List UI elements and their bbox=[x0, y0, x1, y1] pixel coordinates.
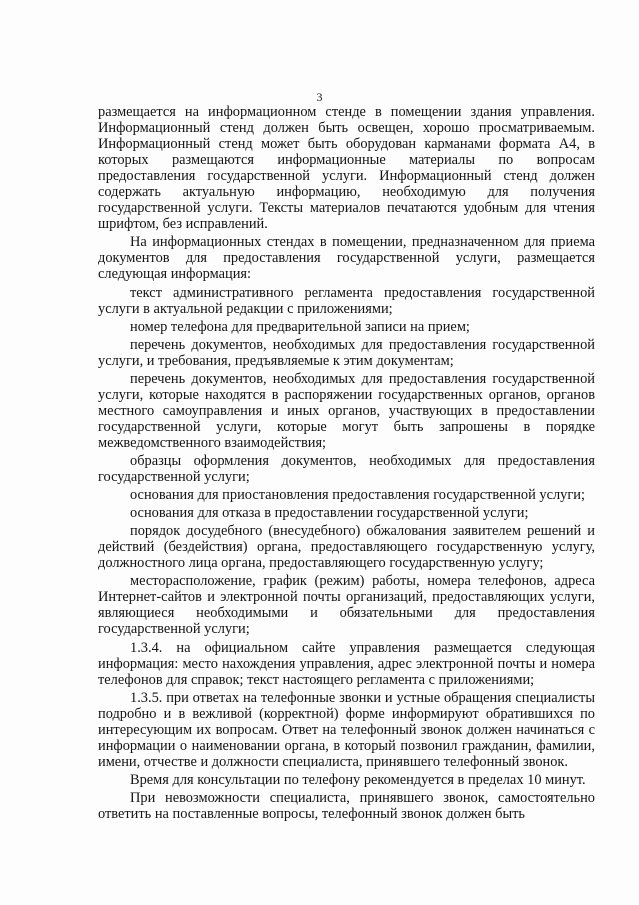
paragraph: основания для отказа в предоставлении государственной услуги; bbox=[130, 505, 529, 522]
paragraph: На информационных стендах в помещении, предназначенном для приема документов для предоставления государственной услуги, размещается следующая информация: bbox=[98, 234, 595, 283]
paragraph: текст административного регламента предоставления государственной услуги в актуальной редакции с приложениями; bbox=[98, 284, 595, 317]
paragraph: 1.3.5. при ответах на телефонные звонки и устные обращения специалисты подробно и в вежливой (корректной) форме информируют обратившихся по интересующим их вопросам. Ответ на телефонный звонок должен начинаться с информации о наименовании органа, в который позвонил гражданин, фамилии, имени, отчестве и должности специалиста, принявшего телефонный звонок. bbox=[98, 689, 595, 770]
document-body bbox=[98, 104, 595, 822]
paragraph: перечень документов, необходимых для предоставления государственной услуги, которые находятся в распоряжении государственных органов, органов местного самоуправления и иных органов, участвующих в предоставлении государственной услуги, которые могут быть запрошены в порядке межведомственного взаимодействия; bbox=[98, 370, 595, 451]
paragraph: 1.3.4. на официальном сайте управления размещается следующая информация: место нахождения управления, адрес электронной почты и номера телефонов для справок; текст настоящего регламента с приложениями; bbox=[98, 639, 595, 688]
page-number: 3 bbox=[316, 90, 323, 104]
paragraph: номер телефона для предварительной записи на прием; bbox=[130, 318, 470, 335]
paragraph: образцы оформления документов, необходимых для предоставления государственной услуги; bbox=[98, 452, 595, 486]
paragraph: порядок досудебного (внесудебного) обжалования заявителем решений и действий (бездействия) органа, предоставляющего государственную услугу, должностного лица органа, предоставляющего государственную услугу; bbox=[98, 523, 595, 572]
paragraph: Время для консультации по телефону рекомендуется в пределах 10 минут. bbox=[130, 771, 586, 788]
paragraph: месторасположение, график (режим) работы, номера телефонов, адреса Интернет-сайтов и электронной почты организаций, предоставляющих услуги, являющиеся необходимыми и обязательными для предоставления государственной услуги; bbox=[98, 573, 595, 638]
paragraph: перечень документов, необходимых для предоставления государственной услуги, и требования, предъявляемые к этим документам; bbox=[98, 336, 595, 369]
paragraph: При невозможности специалиста, принявшего звонок, самостоятельно ответить на поставленные вопросы, телефонный звонок должен быть bbox=[98, 789, 595, 822]
paragraph: основания для приостановления предоставления государственной услуги; bbox=[130, 487, 585, 504]
paragraph: размещается на информационном стенде в помещении здания управления. Информационный стенд должен быть освещен, хорошо просматриваемым. Информационный стенд может быть оборудован карманами формата А4, в которых размещаются информационные материалы по вопросам предоставления государственной услуги. Информационный стенд должен содержать актуальную информацию, необходимую для получения государственной услуги. Тексты материалов печатаются удобным для чтения шрифтом, без исправлений. bbox=[98, 104, 595, 233]
